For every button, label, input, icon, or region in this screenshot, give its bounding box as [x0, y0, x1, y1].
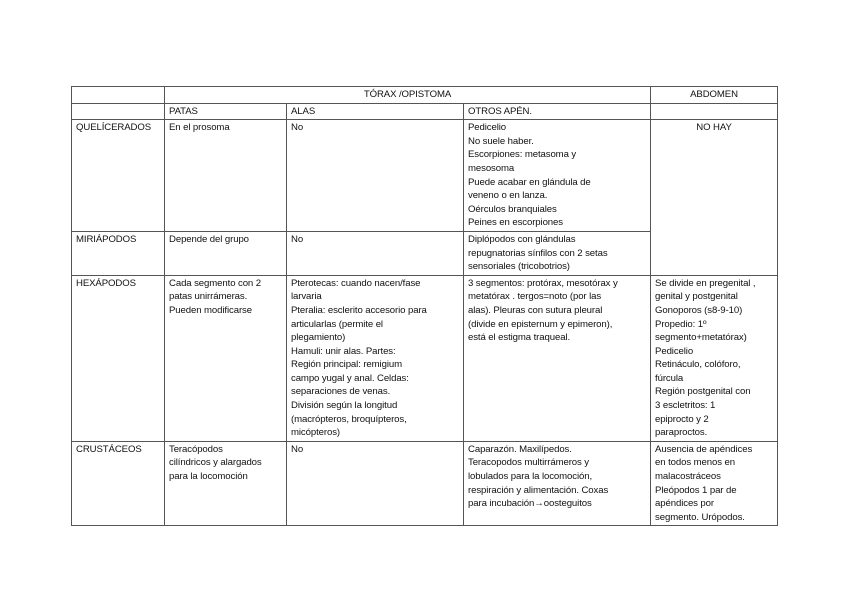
text-line: Pterotecas: cuando nacen/fase	[291, 277, 421, 289]
text-line: Pleópodos 1 par de	[655, 484, 737, 496]
cell-otros	[464, 120, 651, 232]
header-torax: TÓRAX /OPISTOMA	[165, 87, 651, 104]
text-line: en todos menos en	[655, 457, 735, 469]
text-line: Pedicelio	[468, 122, 507, 134]
text-line: repugnatorias sínfilos con 2 setas	[468, 247, 608, 259]
text-line: Retináculo, colóforo,	[655, 359, 741, 371]
text-line: para la locomoción	[169, 471, 248, 483]
cell-otros	[464, 231, 651, 275]
text-line: alas). Pleuras con sutura pleural	[468, 304, 603, 316]
text-line: plegamiento)	[291, 332, 346, 344]
header-empty-cell	[72, 103, 165, 120]
cell-otros	[464, 441, 651, 526]
text-line: lobulados para la locomoción,	[468, 471, 593, 483]
text-line: metatórax . tergos=noto (por las	[468, 291, 602, 303]
text-line: Propedio: 1º	[655, 318, 707, 330]
text-line: (divide en episternum y epimeron),	[468, 318, 613, 330]
text-line: Oérculos branquiales	[468, 203, 557, 215]
table-row-crustaceos	[72, 441, 778, 526]
text-line: está el estigma traqueal.	[468, 332, 571, 344]
row-name: CRUSTÁCEOS	[72, 441, 165, 526]
text-line: Puede acabar en glándula de	[468, 176, 591, 188]
text-line: Escorpiones: metasoma y	[468, 149, 577, 161]
text-line: patas unirrámeras.	[169, 291, 248, 303]
text-line: segmento. Urópodos.	[655, 511, 745, 523]
header-row-top	[72, 87, 778, 104]
text-line: sensoriales (tricobotrios)	[468, 261, 570, 273]
text-line: articularlas (permite el	[291, 318, 383, 330]
row-name: MIRIÁPODOS	[72, 231, 165, 275]
text-line: Pueden modificarse	[169, 304, 252, 316]
text-line: cilíndricos y alargados	[169, 457, 262, 469]
cell-abdomen	[651, 275, 778, 441]
text-line: apéndices por	[655, 498, 715, 510]
cell-alas: No	[287, 120, 464, 232]
text-line: paraproctos.	[655, 427, 708, 439]
text-line: epiprocto y 2	[655, 413, 709, 425]
text-line: segmento+metatórax)	[655, 332, 747, 344]
cell-abdomen	[651, 441, 778, 526]
text-line: Teracópodos	[169, 443, 223, 455]
text-line: genital y postgenital	[655, 291, 738, 303]
table-row-quelicerados	[72, 120, 778, 232]
header-patas: PATAS	[165, 103, 287, 120]
text-line: campo yugal y anal. Celdas:	[291, 372, 409, 384]
text-line: (macrópteros, broquípteros,	[291, 413, 407, 425]
table-row-hexapodos	[72, 275, 778, 441]
header-abdomen-sub-empty	[651, 103, 778, 120]
header-abdomen: ABDOMEN	[651, 87, 778, 104]
header-row-sub	[72, 103, 778, 120]
text-line: Pedicelio	[655, 345, 694, 357]
cell-patas	[165, 275, 287, 441]
header-alas: ALAS	[287, 103, 464, 120]
cell-patas	[165, 441, 287, 526]
text-line: Pteralia: esclerito accesorio para	[291, 304, 427, 316]
text-line: separaciones de venas.	[291, 386, 391, 398]
text-line: mesosoma	[468, 162, 515, 174]
text-line: 3 segmentos: protórax, mesotórax y	[468, 277, 618, 289]
text-line: 3 escletritos: 1	[655, 400, 716, 412]
text-line: respiración y alimentación. Coxas	[468, 484, 609, 496]
text-line: para incubación→oosteguitos	[468, 498, 592, 510]
text-line: Región postgenital con	[655, 386, 751, 398]
text-line: Hamuli: unir alas. Partes:	[291, 345, 396, 357]
text-line: División según la longitud	[291, 400, 398, 412]
header-otros: OTROS APÉN.	[464, 103, 651, 120]
text-line: Se divide en pregenital ,	[655, 277, 756, 289]
text-line: fúrcula	[655, 372, 684, 384]
text-line: veneno o en lanza.	[468, 190, 548, 202]
arthropod-comparison-table	[71, 86, 778, 526]
text-line: micópteros)	[291, 427, 341, 439]
text-line: Peines en escorpiones	[468, 217, 563, 229]
text-line: Diplópodos con glándulas	[468, 233, 576, 245]
text-line: Caparazón. Maxilípedos.	[468, 443, 572, 455]
row-name: HEXÁPODOS	[72, 275, 165, 441]
text-line: Gonoporos (s8-9-10)	[655, 304, 743, 316]
text-line: Cada segmento con 2	[169, 277, 261, 289]
cell-alas: No	[287, 441, 464, 526]
header-empty-cell	[72, 87, 165, 104]
cell-otros	[464, 275, 651, 441]
text-line: larvaria	[291, 291, 322, 303]
cell-patas: Depende del grupo	[165, 231, 287, 275]
cell-abdomen: NO HAY	[651, 120, 778, 276]
cell-alas	[287, 275, 464, 441]
cell-patas: En el prosoma	[165, 120, 287, 232]
text-line: Región principal: remigium	[291, 359, 402, 371]
text-line: Ausencia de apéndices	[655, 443, 753, 455]
cell-alas: No	[287, 231, 464, 275]
row-name: QUELÍCERADOS	[72, 120, 165, 232]
text-line: malacostráceos	[655, 471, 721, 483]
text-line: Teracopodos multirrámeros y	[468, 457, 589, 469]
text-line: No suele haber.	[468, 135, 534, 147]
